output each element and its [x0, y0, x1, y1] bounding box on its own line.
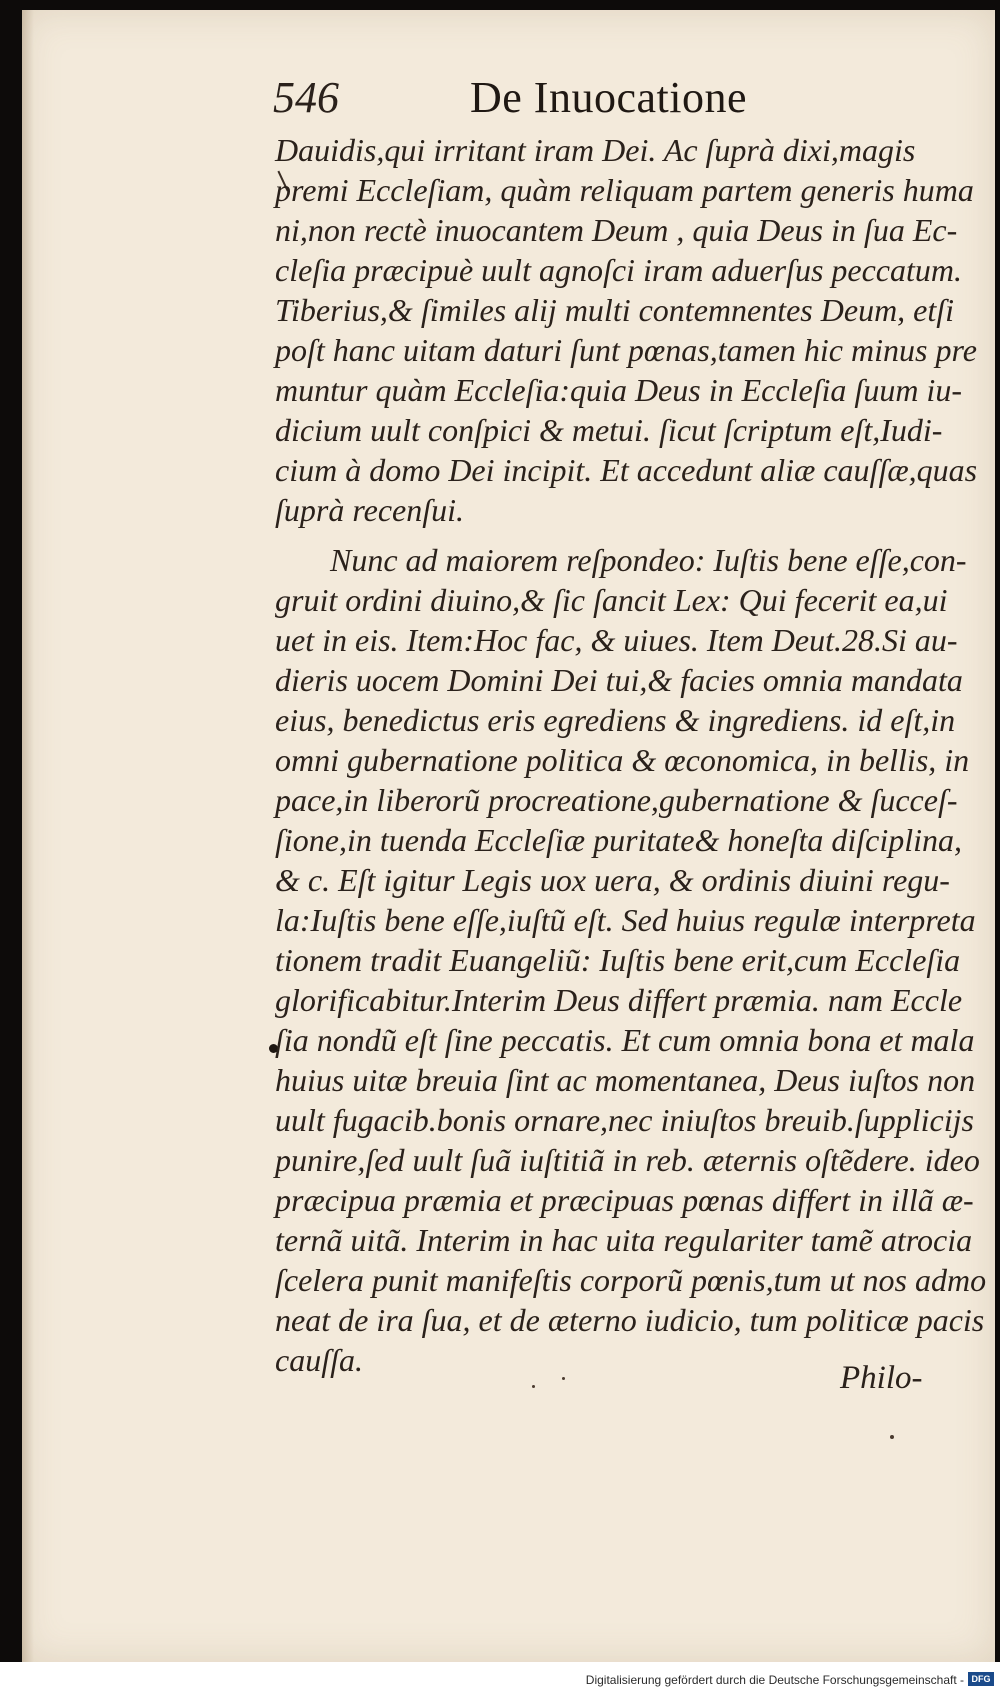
text-line: punire,ſed uult ſuã iuſtitiã in reb. æternis oſtẽdere. ideo	[275, 1142, 980, 1178]
text-line: uet in eis. Item:Hoc fac, & uiues. Item Deut.28.Si au-	[275, 622, 958, 658]
text-line: muntur quàm Eccleſia:quia Deus in Eccleſia ſuum iu-	[275, 372, 962, 408]
text-line: ſcelera punit manifeſtis corporũ pœnis,tum ut nos admo	[275, 1262, 987, 1298]
text-line: pace,in liberorũ procreatione,gubernatione & ſucceſ-	[275, 782, 958, 818]
text-line: cium à domo Dei incipit. Et accedunt aliæ cauſſæ,quas	[275, 452, 978, 488]
text-line: præcipua præmia et præcipuas pœnas differt in illã æ-	[275, 1182, 974, 1218]
text-line: dicium uult conſpici & metui. ſicut ſcriptum eſt,Iudi-	[275, 412, 943, 448]
text-line: & c. Eſt igitur Legis uox uera, & ordinis diuini regu-	[275, 862, 950, 898]
text-line: ſuprà recenſui.	[275, 492, 464, 528]
text-line: premi Eccleſiam, quàm reliquam partem generis huma	[275, 172, 974, 208]
text-line: ſia nondũ eſt ſine peccatis. Et cum omnia bona et mala	[275, 1022, 975, 1058]
text-line: eius, benedictus eris egrediens & ingrediens. id eſt,in	[275, 702, 956, 738]
text-line: cleſia præcipuè uult agnoſci iram aduerſus peccatum.	[275, 252, 962, 288]
text-line: omni gubernatione politica & œconomica, in bellis, in	[275, 742, 970, 778]
catchword: Philo-	[840, 1360, 923, 1396]
ink-speck	[890, 1435, 894, 1439]
ink-speck	[562, 1377, 565, 1380]
text-line: tionem tradit Euangeliũ: Iuſtis bene erit,cum Eccleſia	[275, 942, 961, 978]
funding-credit: Digitalisierung gefördert durch die Deutsche Forschungsgemeinschaft -	[585, 1673, 964, 1687]
text-line: huius uitæ breuia ſint ac momentanea, Deus iuſtos non	[275, 1062, 976, 1098]
text-line: uult fugacib.bonis ornare,nec iniuſtos breuib.ſupplicijs	[275, 1102, 974, 1138]
running-title: De Inuocatione	[470, 73, 747, 122]
text-line: Tiberius,& ſimiles alij multi contemnentes Deum, etſi	[275, 292, 955, 328]
page-number: 546	[273, 73, 339, 122]
text-line: gruit ordini diuino,& ſic ſancit Lex: Qui fecerit ea,ui	[275, 582, 948, 618]
text-line: ſione,in tuenda Eccleſiæ puritate& honeſta diſciplina,	[275, 822, 962, 858]
text-line: cauſſa.	[275, 1342, 363, 1378]
text-line: dieris uocem Domini Dei tui,& facies omnia mandata	[275, 662, 963, 698]
dfg-logo: DFG	[968, 1672, 994, 1686]
digitization-footer	[0, 1662, 1000, 1699]
text-line: la:Iuſtis bene eſſe,iuſtũ eſt. Sed huius regulæ interpreta	[275, 902, 976, 938]
text-line: poſt hanc uitam daturi ſunt pœnas,tamen hic minus pre	[275, 332, 977, 368]
text-line: glorificabitur.Interim Deus differt præmia. nam Eccle	[275, 982, 963, 1018]
ink-speck	[532, 1385, 535, 1388]
text-line: Dauidis,qui irritant iram Dei. Ac ſuprà dixi,magis	[275, 132, 916, 168]
text-line: neat de ira ſua, et de æterno iudicio, tum politicæ pacis	[275, 1302, 985, 1338]
text-line: ni,non rectè inuocantem Deum , quia Deus in ſua Ec-	[275, 212, 958, 248]
text-line: ternã uitã. Interim in hac uita regulariter tamẽ atrocia	[275, 1222, 973, 1258]
paragraph-first-line: Nunc ad maiorem reſpondeo: Iuſtis bene eſſe,con-	[330, 542, 967, 578]
